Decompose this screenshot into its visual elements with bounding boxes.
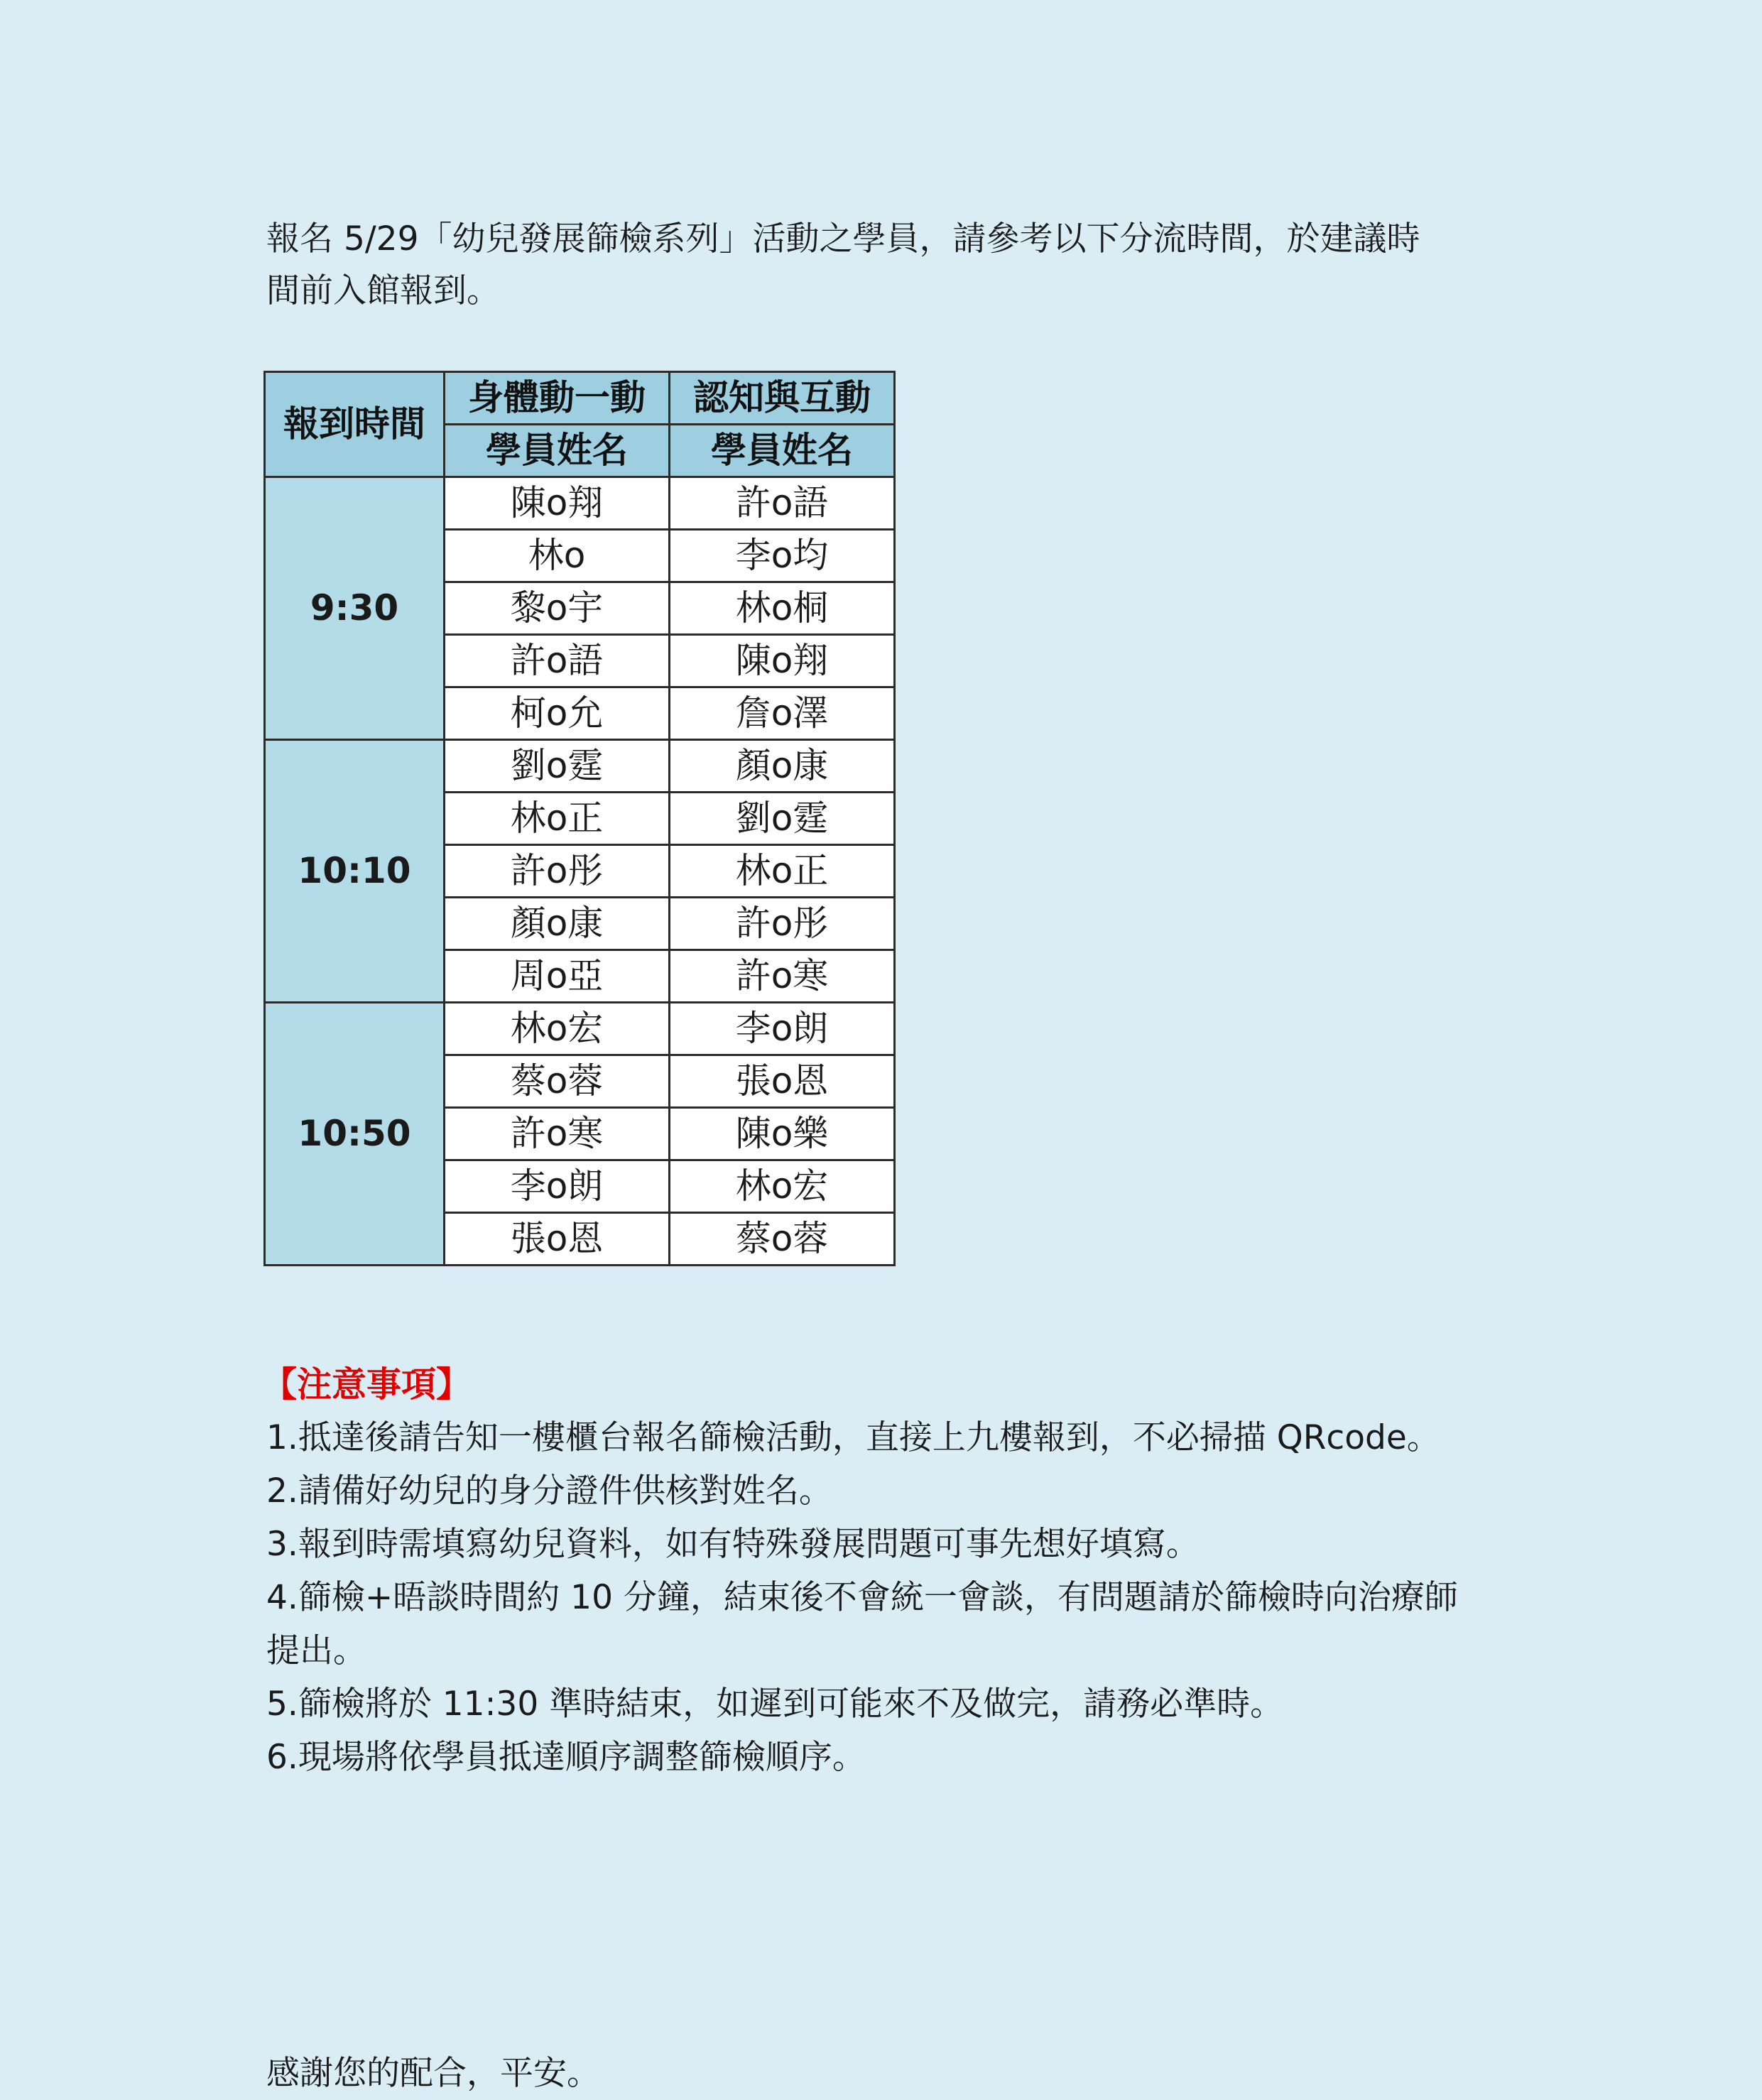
student-name-cell: 陳o翔 — [445, 477, 670, 530]
student-name-cell: 許o彤 — [445, 845, 670, 898]
subheader-student-name-a: 學員姓名 — [445, 425, 670, 477]
note-item-3: 3.報到時需填寫幼兒資料，如有特殊發展問題可事先想好填寫。 — [266, 1525, 1200, 1564]
student-name-cell: 劉o霆 — [445, 740, 670, 793]
student-name-cell: 林o宏 — [670, 1160, 895, 1213]
student-name-cell: 林o正 — [670, 845, 895, 898]
header-checkin-time: 報到時間 — [265, 372, 445, 477]
time-slot-cell: 10:10 — [265, 740, 445, 1003]
student-name-cell: 許o語 — [445, 635, 670, 687]
student-name-cell: 顏o康 — [670, 740, 895, 793]
student-name-cell: 陳o翔 — [670, 635, 895, 687]
student-name-cell: 蔡o蓉 — [445, 1055, 670, 1108]
header-activity-cognitive: 認知與互動 — [670, 372, 895, 425]
student-name-cell: 許o寒 — [445, 1108, 670, 1160]
student-name-cell: 蔡o蓉 — [670, 1213, 895, 1266]
student-name-cell: 許o語 — [670, 477, 895, 530]
note-item-4-continued: 提出。 — [266, 1631, 366, 1670]
intro-line-2: 間前入館報到。 — [266, 271, 500, 310]
student-name-cell: 陳o樂 — [670, 1108, 895, 1160]
student-name-cell: 張o恩 — [670, 1055, 895, 1108]
notes-section — [262, 1358, 1545, 1784]
student-name-cell: 林o正 — [445, 793, 670, 845]
student-name-cell: 李o朗 — [670, 1003, 895, 1055]
note-item-1: 1.抵達後請告知一樓櫃台報名篩檢活動，直接上九樓報到，不必掃描 QRcode。 — [266, 1418, 1440, 1457]
student-name-cell: 黎o宇 — [445, 582, 670, 635]
student-name-cell: 許o寒 — [670, 950, 895, 1003]
subheader-student-name-b: 學員姓名 — [670, 425, 895, 477]
student-name-cell: 李o均 — [670, 530, 895, 582]
intro-line-1: 報名 5/29「幼兒發展篩檢系列」活動之學員，請參考以下分流時間，於建議時 — [266, 219, 1420, 259]
student-name-cell: 周o亞 — [445, 950, 670, 1003]
student-name-cell: 劉o霆 — [670, 793, 895, 845]
student-name-cell: 林o宏 — [445, 1003, 670, 1055]
time-slot-cell: 10:50 — [265, 1003, 445, 1266]
note-item-4: 4.篩檢+晤談時間約 10 分鐘，結束後不會統一會談，有問題請於篩檢時向治療師 — [266, 1578, 1458, 1617]
student-name-cell: 許o彤 — [670, 898, 895, 950]
note-item-5: 5.篩檢將於 11:30 準時結束，如遲到可能來不及做完，請務必準時。 — [266, 1685, 1284, 1724]
student-name-cell: 詹o澤 — [670, 687, 895, 740]
header-activity-physical: 身體動一動 — [445, 372, 670, 425]
table-row — [265, 477, 895, 530]
notes-title: 【注意事項】 — [262, 1364, 472, 1405]
table-row — [265, 740, 895, 793]
schedule-table — [263, 371, 896, 1266]
student-name-cell: 張o恩 — [445, 1213, 670, 1266]
student-name-cell: 林o桐 — [670, 582, 895, 635]
intro-paragraph — [266, 213, 1516, 317]
note-item-2: 2.請備好幼兒的身分證件供核對姓名。 — [266, 1471, 832, 1511]
time-slot-cell: 9:30 — [265, 477, 445, 740]
table-row — [265, 1003, 895, 1055]
student-name-cell: 顏o康 — [445, 898, 670, 950]
student-name-cell: 林o — [445, 530, 670, 582]
student-name-cell: 李o朗 — [445, 1160, 670, 1213]
table-header-row — [265, 372, 895, 425]
document-page — [262, 213, 1516, 2093]
closing-text: 感謝您的配合，平安。 — [266, 2054, 600, 2093]
student-name-cell: 柯o允 — [445, 687, 670, 740]
note-item-6: 6.現場將依學員抵達順序調整篩檢順序。 — [266, 1738, 866, 1777]
